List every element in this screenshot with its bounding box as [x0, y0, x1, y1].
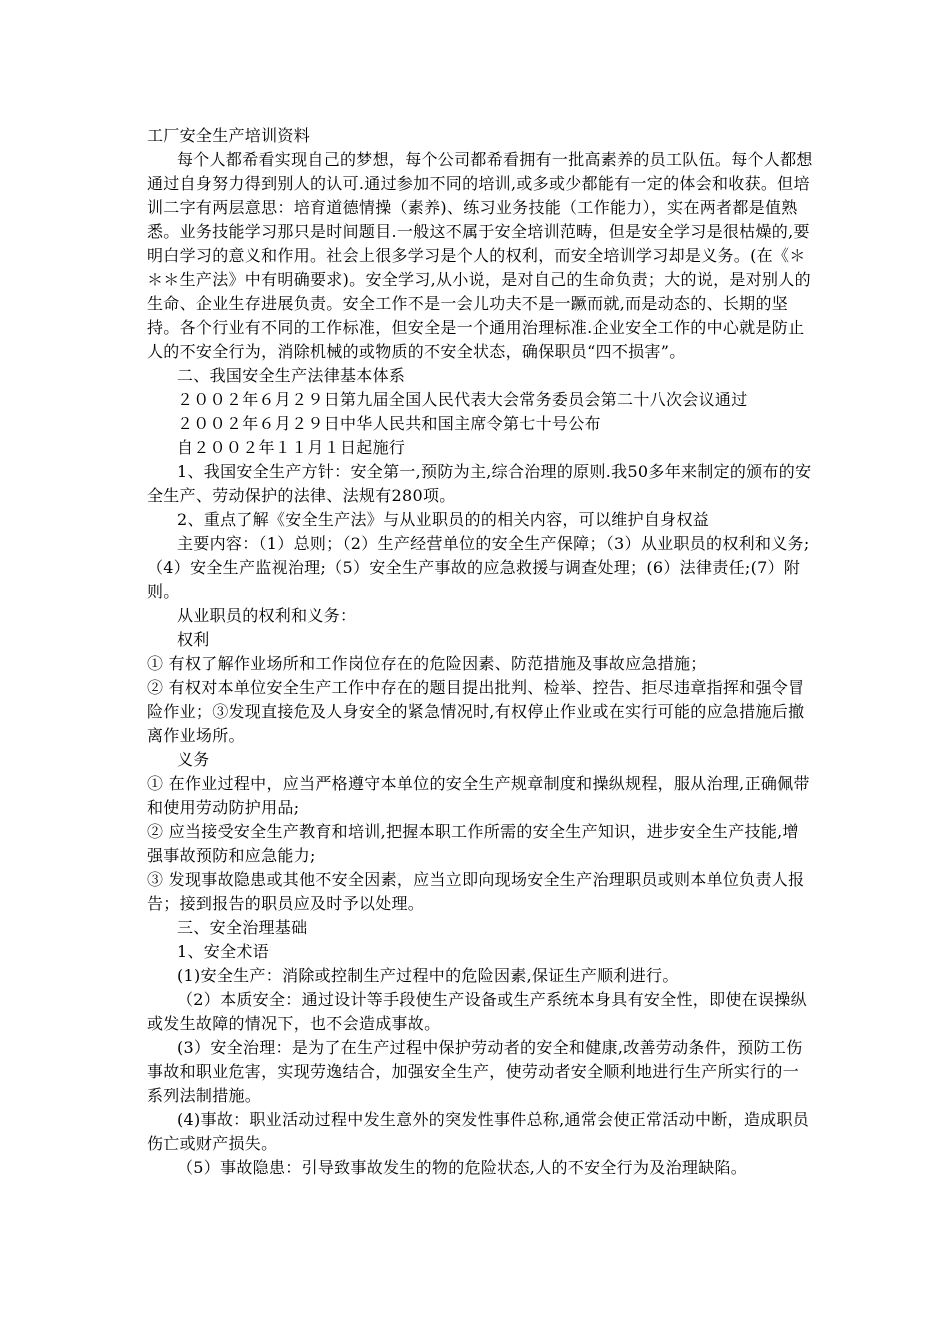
duties-item: ② 应当接受安全生产教育和培训,把握本职工作所需的安全生产知识，进步安全生产技能,增强事故预防和应急能力;: [147, 822, 799, 865]
term-paragraph: （2）本质安全：通过设计等手段使生产设备或生产系统本身具有安全性，即使在误操纵或发生故障的情况下，也不会造成事故。: [147, 990, 807, 1033]
policy-paragraph: 1、我国安全生产方针：安全第一,预防为主,综合治理的原则.我50多年来制定的颁布的安全生产、劳动保护的法律、法规有280项。: [147, 462, 812, 505]
law-effective-line: 自２００２年１１月１日起施行: [177, 438, 406, 457]
law-passed-line: ２００２年６月２９日第九届全国人民代表大会常务委员会第二十八次会议通过: [177, 390, 748, 409]
term-paragraph: (4)事故：职业活动过程中发生意外的突发性事件总称,通常会使正常活动中断，造成职员伤亡或财产损失。: [147, 1110, 810, 1153]
duties-item: ① 在作业过程中，应当严格遵守本单位的安全生产规章制度和操纵规程，服从治理,正确佩带和使用劳动防护用品;: [147, 774, 810, 817]
duties-heading: 义务: [177, 750, 210, 769]
intro-paragraph: 每个人都希看实现自己的梦想，每个公司都希看拥有一批高素养的员工队伍。每个人都想通过自身努力得到别人的认可.通过参加不同的培训,或多或少都能有一定的体会和收获。但培训二字有两层意思：培育道德情操（素养)、练习业务技能（工作能力），实在两者都是值熟悉。业务技能学习那只是时间题目.一般这不属于安全培训范畴，但是安全学习是很枯燥的,要明白学习的意义和作用。社会上很多学习是个人的权利，而安全培训学习却是义务。(在《＊＊＊生产法》中有明确要求)。安全学习,从小说，是对自己的生命负责；大的说，是对别人的生命、企业生存进展负责。安全工作不是一会儿功夫不是一蹶而就,而是动态的、长期的坚持。各个行业有不同的工作标准，但安全是一个通用治理标准.企业安全工作的中心就是防止人的不安全行为，消除机械的或物质的不安全状态，确保职员“四不损害”。: [147, 150, 813, 361]
rights-item: ① 有权了解作业场所和工作岗位存在的危险因素、防范措施及事故应急措施；: [147, 654, 707, 673]
term-paragraph: （5）事故隐患：引导致事故发生的物的危险状态,人的不安全行为及治理缺陷。: [177, 1158, 748, 1177]
term-paragraph: (3）安全治理：是为了在生产过程中保护劳动者的安全和健康,改善劳动条件，预防工伤事故和职业危害，实现劳逸结合，加强安全生产，使劳动者安全顺利地进行生产所实行的一系列法制措施。: [147, 1038, 803, 1105]
document-body: [147, 124, 815, 1180]
main-content-paragraph: 主要内容：（1）总则；（2）生产经营单位的安全生产保障；（3）从业职员的权利和义务;（4）安全生产监视治理;（5）安全生产事故的应急救援与调查处理；(6）法律责任;(7）附则。: [147, 534, 810, 601]
document-title: 工厂安全生产培训资料: [147, 126, 311, 145]
rights-duties-heading: 从业职员的权利和义务：: [177, 606, 357, 625]
rights-item: ② 有权对本单位安全生产工作中存在的题目提出批判、检举、控告、拒尽违章指挥和强令冒险作业；③发现直接危及人身安全的紧急情况时,有权停止作业或在实行可能的应急措施后撤离作业场所。: [147, 678, 805, 745]
section-heading: 三、安全治理基础: [177, 918, 308, 937]
law-published-line: ２００２年６月２９日中华人民共和国主席令第七十号公布: [177, 414, 601, 433]
law-focus-paragraph: 2、重点了解《安全生产法》与从业职员的的相关内容，可以维护自身权益: [177, 510, 710, 529]
term-paragraph: (1)安全生产：消除或控制生产过程中的危险因素,保证生产顺利进行。: [177, 966, 679, 985]
rights-heading: 权利: [177, 630, 210, 649]
subsection-heading: 1、安全术语: [177, 942, 269, 961]
section-heading: 二、我国安全生产法律基本体系: [177, 366, 406, 385]
duties-item: ③ 发现事故隐患或其他不安全因素，应当立即向现场安全生产治理职员或则本单位负责人报告；接到报告的职员应及时予以处理。: [147, 870, 805, 913]
